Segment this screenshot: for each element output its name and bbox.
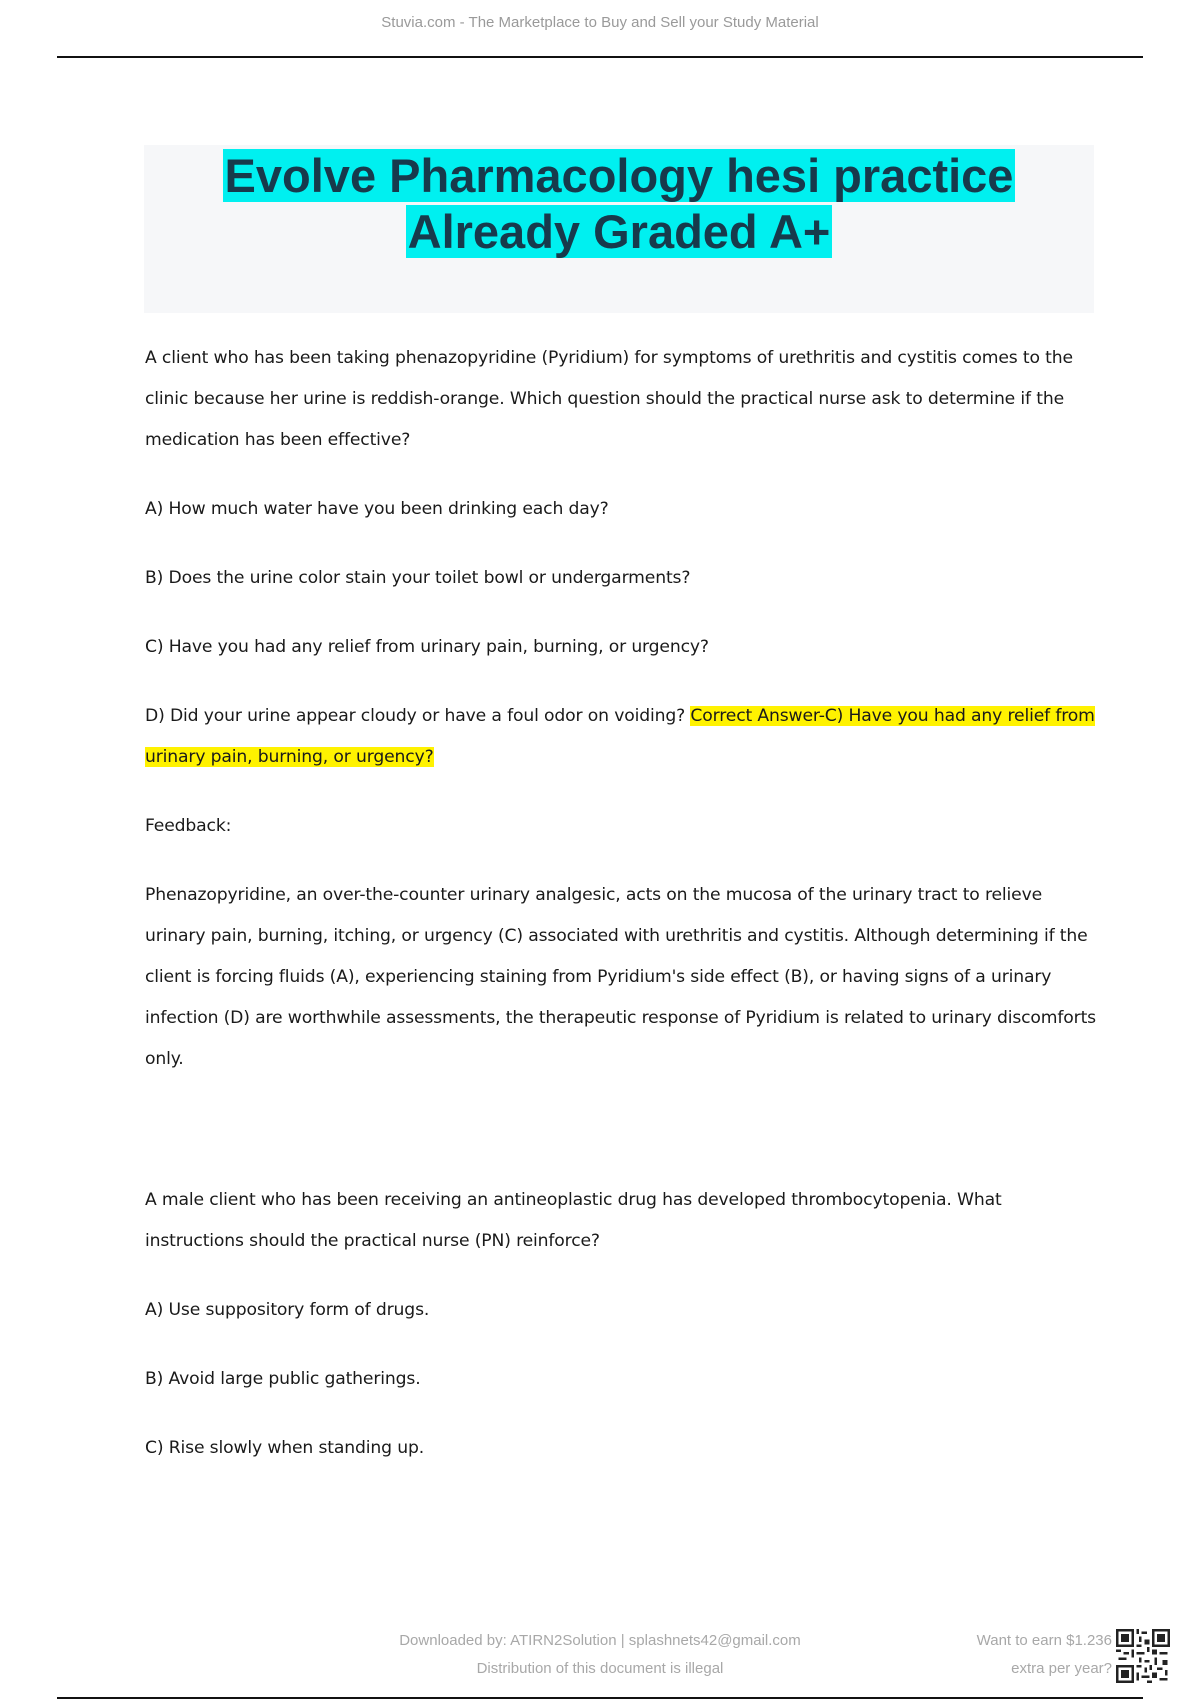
question-1-stem: A client who has been taking phenazopyridine (Pyridium) for symptoms of urethritis and cystitis comes to the clinic because her urine is reddish-orange. Which question should the practical nurse ask to determine if the medication has been effective? bbox=[145, 348, 1073, 450]
footer-download-info bbox=[330, 1627, 870, 1683]
question-2-option-a: A) Use suppository form of drugs. bbox=[145, 1300, 430, 1320]
feedback-label: Feedback: bbox=[145, 816, 232, 836]
distribution-notice: Distribution of this document is illegal bbox=[476, 1660, 724, 1677]
feedback-text: Phenazopyridine, an over-the-counter urinary analgesic, acts on the mucosa of the urinary tract to relieve urinary pain, burning, itching, or urgency (C) associated with urethritis and cystitis. Although determining if the client is forcing fluids (A), experiencing staining from Pyridium's side effect (B), or having signs of a urinary infection (D) are worthwhile assessments, the therapeutic response of Pyridium is related to urinary discomforts only. bbox=[145, 885, 1096, 1069]
footer-divider bbox=[57, 1697, 1143, 1699]
question-1-option-d-with-answer bbox=[145, 696, 1100, 778]
question-1-option-a: A) How much water have you been drinking each day? bbox=[145, 499, 609, 519]
question-2-stem: A male client who has been receiving an antineoplastic drug has developed thrombocytopenia. What instructions should the practical nurse (PN) reinforce? bbox=[145, 1190, 1002, 1251]
document-title bbox=[144, 145, 1094, 260]
header-divider bbox=[57, 56, 1143, 58]
title-line-1: Evolve Pharmacology hesi practice bbox=[224, 149, 1014, 202]
title-line-2: Already Graded A+ bbox=[407, 205, 831, 258]
qr-code-icon[interactable] bbox=[1116, 1629, 1170, 1683]
question-2-option-c: C) Rise slowly when standing up. bbox=[145, 1438, 425, 1458]
earn-promo-line-2: extra per year? bbox=[1011, 1660, 1112, 1677]
question-1-option-d: D) Did your urine appear cloudy or have a foul odor on voiding? bbox=[145, 706, 686, 726]
title-banner bbox=[144, 145, 1094, 313]
correct-answer-highlight: Correct Answer-C) Have you had any relief from urinary pain, burning, or urgency? bbox=[145, 706, 1095, 767]
site-header-text: Stuvia.com - The Marketplace to Buy and Sell your Study Material bbox=[381, 14, 819, 31]
question-1-option-c: C) Have you had any relief from urinary pain, burning, or urgency? bbox=[145, 637, 709, 657]
question-1-option-b: B) Does the urine color stain your toilet bowl or undergarments? bbox=[145, 568, 691, 588]
earn-promo-line-1: Want to earn $1.236 bbox=[976, 1632, 1112, 1649]
earn-promo[interactable] bbox=[930, 1627, 1112, 1683]
document-body bbox=[145, 338, 1100, 1469]
downloaded-by-text: Downloaded by: ATIRN2Solution | splashnets42@gmail.com bbox=[399, 1632, 801, 1649]
question-2-option-b: B) Avoid large public gatherings. bbox=[145, 1369, 421, 1389]
